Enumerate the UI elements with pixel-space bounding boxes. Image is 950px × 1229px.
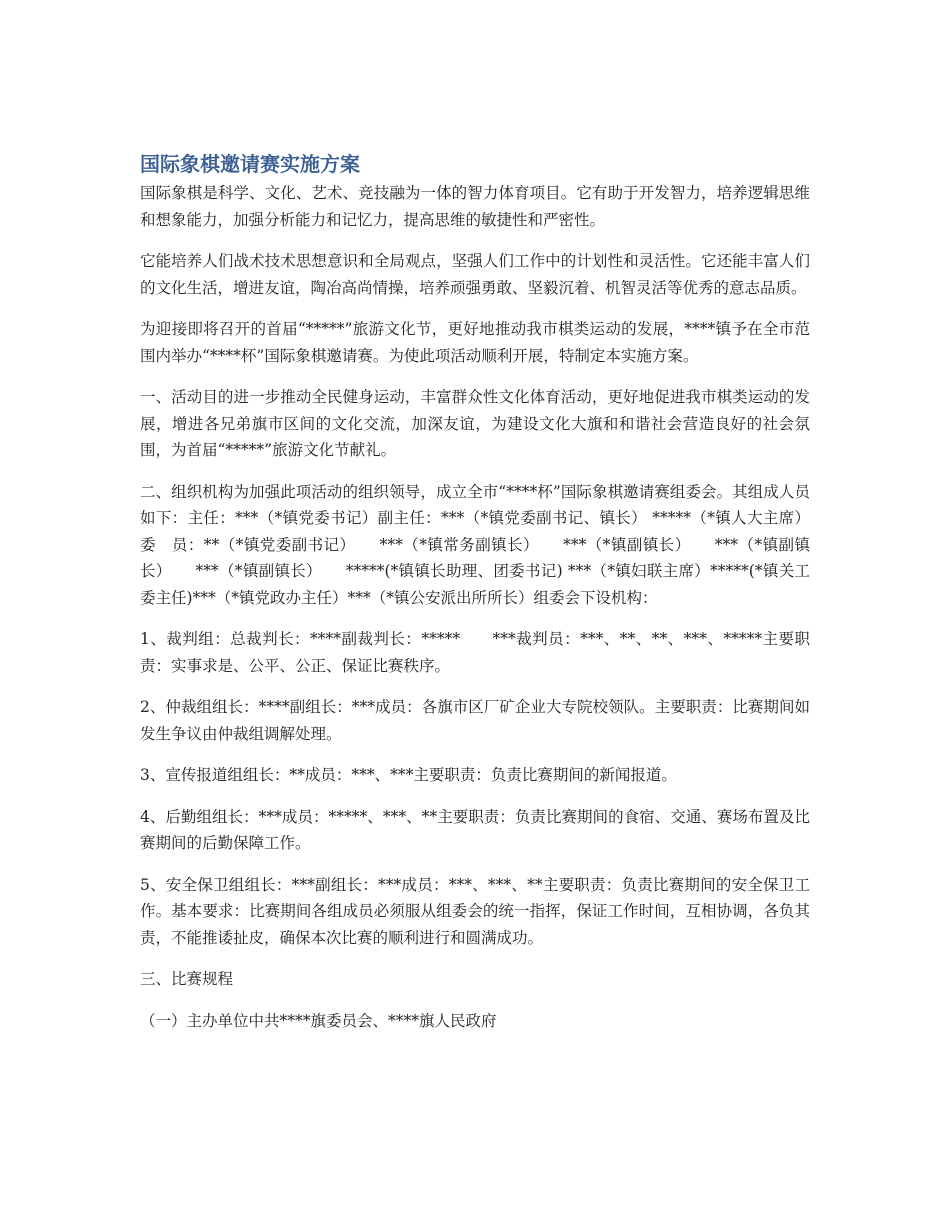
section-organization: 二、组织机构为加强此项活动的组织领导，成立全市“****杯”国际象棋邀请赛组委会。其组成人员如下：主任：***（*镇党委书记）副主任：***（*镇党委副书记、镇长） *****（*镇人大主席）委 员：**（*镇党委副书记） ***（*镇常务副镇长） ***（*镇副镇长） ***（*镇副镇长） ***（*镇副镇长） *****(*镇镇长助理、团委书记) ***（*镇妇联主席）*****(*镇关工委主任)***（*镇党政办主任）***（*镇公安派出所所长）组委会下设机构： xyxy=(140,482,810,607)
paragraph-intro: 国际象棋是科学、文化、艺术、竞技融为一体的智力体育项目。它有助于开发智力，培养逻辑思维和想象能力，加强分析能力和记忆力，提高思维的敏捷性和严密性。 xyxy=(140,184,810,229)
group-referee: 1、裁判组：总裁判长：****副裁判长：***** ***裁判员：***、**、**、***、*****主要职责：实事求是、公平、公正、保证比赛秩序。 xyxy=(140,630,810,675)
paragraph-purpose: 为迎接即将召开的首届“*****”旅游文化节，更好地推动我市棋类运动的发展，****镇予在全市范围内举办“****杯”国际象棋邀请赛。为使此项活动顺利开展，特制定本实施方案。 xyxy=(140,320,810,365)
group-arbitration: 2、仲裁组组长：****副组长：***成员：各旗市区厂矿企业大专院校领队。主要职责：比赛期间如发生争议由仲裁组调解处理。 xyxy=(140,698,810,743)
document-title: 国际象棋邀请赛实施方案 xyxy=(140,152,360,176)
section-activity-goal: 一、活动目的进一步推动全民健身运动，丰富群众性文化体育活动，更好地促进我市棋类运动的发展，增进各兄弟旗市区间的文化交流，加深友谊，为建设文化大旗和和谐社会营造良好的社会氛围，为首届“*****”旅游文化节献礼。 xyxy=(140,388,810,459)
rules-organizer: （一）主办单位中共****旗委员会、****旗人民政府 xyxy=(140,1011,497,1030)
group-security: 5、安全保卫组组长：***副组长：***成员：***、***、**主要职责：负责比赛期间的安全保卫工作。基本要求：比赛期间各组成员必须服从组委会的统一指挥，保证工作时间，互相协调，各负其责，不能推诿扯皮，确保本次比赛的顺利进行和圆满成功。 xyxy=(140,875,810,947)
section-rules-heading: 三、比赛规程 xyxy=(140,970,234,988)
document-body xyxy=(140,150,810,1049)
group-publicity: 3、宣传报道组组长：**成员：***、***主要职责：负责比赛期间的新闻报道。 xyxy=(140,766,677,784)
paragraph-benefits: 它能培养人们战术技术思想意识和全局观点，坚强人们工作中的计划性和灵活性。它还能丰富人们的文化生活，增进友谊，陶冶高尚情操，培养顽强勇敢、坚毅沉着、机智灵活等优秀的意志品质。 xyxy=(140,252,810,297)
group-logistics: 4、后勤组组长：***成员：*****、***、**主要职责：负责比赛期间的食宿、交通、赛场布置及比赛期间的后勤保障工作。 xyxy=(140,807,810,852)
